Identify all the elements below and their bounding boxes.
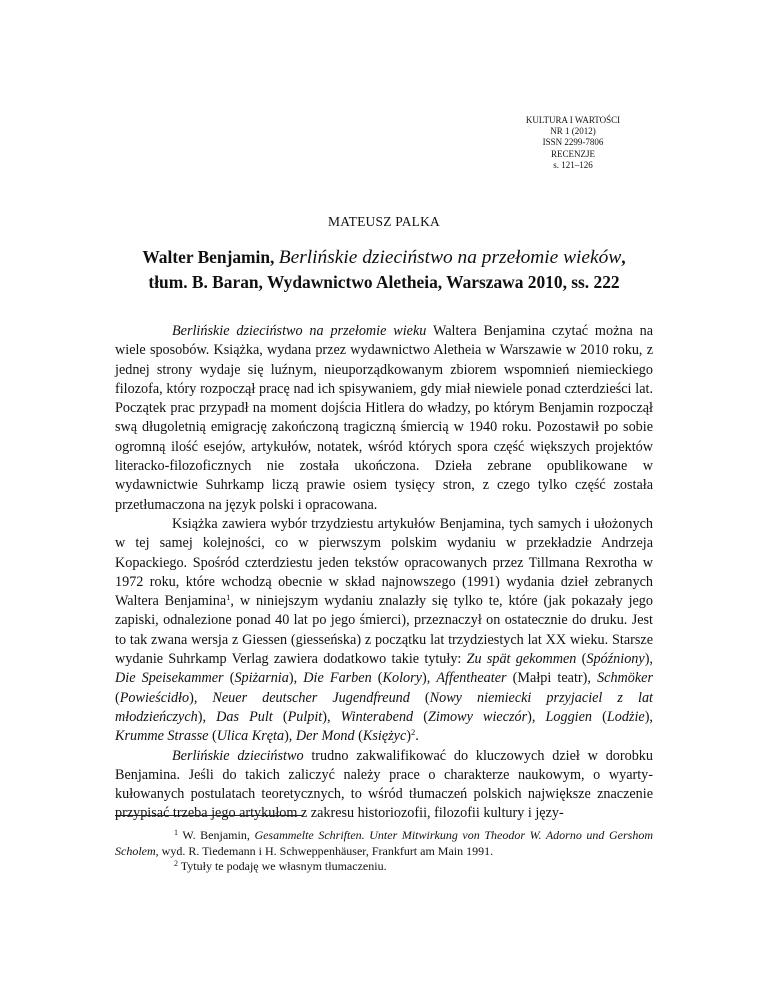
footnote-1-text: W. Benjamin,: [182, 828, 255, 842]
page-range: s. 121–126: [553, 159, 593, 170]
title-de: Das Pult: [216, 708, 273, 725]
title-de: Die Farben: [303, 670, 372, 687]
title-line-1: [100, 245, 668, 270]
paragraph-2-text: Książka zawiera wybór trzydziestu artykułów Benjamina, tych samych i ułożonych w tej samej kolejności, co w pierwszym polskim wydaniu w przekładzie Andrzeja Kopackiego. Spośród czterdziestu jeden tekstów opracowanych przez Tillmana Rexrotha w 1972 roku, które wchodzą obecnie w skład najnowszego (1991) wydania dzieł zebranych Waltera Benjamina: [115, 515, 653, 610]
footnotes: [115, 828, 653, 875]
title-pl: Ulica Kręta: [216, 728, 285, 745]
title-pl: Kolory: [382, 670, 422, 687]
paragraph-2: Książka zawiera wybór trzydziestu artykułów Benjamina, tych samych i ułożonych w tej samej kolejności, co w pierwszym polskim wydaniu w przekładzie Andrzeja Kopackiego. Spośród czterdziestu jeden tekstów opracowanych przez Tillmana Rexrotha w 1972 roku, które wchodzą obecnie w skład najnowszego (1991) wydania dzieł zebranych Waltera Benjamina$^1$, w niniejszym wydaniu znalazły się tylko te, które (jak pokazały jego zapiski, odnalezione ponad 40 lat po jego śmierci), przeznaczył on ostatecznie do druku. Jest to tak zwana wersja z Giessen (giesseńska) z początku lat trzydziestych lat XX wieku. Starsze wydanie Suhrkamp Verlag zawiera dodatkowo takie tytuły: Zu spät gekommen (Spóźniony), Die Speisekammer (Spiżarnia), Die Farben (Kolory), Affentheater (Małpi teatr), Schmöker (Powieścidło), Neuer deutscher Jugendfreund (Nowy niemiecki przyjaciel z lat młodzieńczych), Das Pult (Pulpit), Winterabend (Zimowy wieczór), Loggien (Lodżie), Krumme Strasse (Ulica Kręta), Der Mond (Księżyc)$^2$.: [115, 515, 654, 745]
title-pl: Pulpit: [287, 708, 323, 725]
paragraph-2-text-b: , w niniejszym wydaniu znalazły się tylko te, które (jak pokazały jego zapiski, odnalezione ponad 40 lat po jego śmierci), przeznaczył on ostatecznie do druku. Jest to tak zwana wersja z Giessen (giesseńska) z początku lat trzydziestych lat XX wieku. Starsze wydanie Suhrkamp Verlag zawiera dodatkowo takie tytuły:: [115, 593, 653, 668]
title-comma: ,: [621, 247, 626, 267]
title-de: Neuer deutscher Jugendfreund: [212, 689, 410, 706]
paragraph-1-text: Waltera Benjamina czytać można na wiele sposobów. Książka, wydana przez wydawnictwo Aletheia w Warszawie w 2010 roku, z jednej strony wydaje się luźnym, nieuporządkowanym zbiorem wspomnień niemieckiego filozofa, który rozpoczął pracę nad ich spisywaniem, gdy miał niewiele ponad czterdzieści lat. Początek prac przypadł na moment dojścia Hitlera do władzy, po którym Benjamin rozpoczął swą długoletnią emigrację zakończoną tragiczną śmiercią w 1940 roku. Pozostawił po sobie ogromną ilość esejów, artykułów, notatek, wśród których spora część większych projektów literacko-filozoficznych nie została ukończona. Dzieła zebrane opublikowane w wydawnictwie Suhrkamp liczą prawie osiem tysięcy stron, z czego tylko część została przetłumaczona na język polski i opracowana.: [115, 323, 653, 513]
title-pl: Nowy niemiecki przyjaciel z lat młodzieńczych: [115, 689, 653, 725]
footnote-number: 2: [174, 859, 178, 868]
footnote-1: [115, 828, 653, 859]
title-de: Affentheater: [436, 670, 507, 687]
title-de: Die Speisekammer: [115, 670, 224, 687]
review-title: [100, 245, 668, 294]
title-pl: Powieścidło: [119, 689, 190, 706]
footnote-1-text-b: , wyd. R. Tiedemann i H. Schweppenhäuser, Frankfurt am Main 1991.: [155, 843, 494, 858]
paragraph-1: [115, 322, 653, 515]
footnote-ref-2[interactable]: 2: [410, 727, 416, 738]
journal-section: RECENZJE: [551, 148, 595, 159]
title-de: Krumme Strasse: [115, 728, 209, 745]
title-line-2: tłum. B. Baran, Wydawnictwo Aletheia, Warszawa 2010, ss. 222: [148, 272, 620, 292]
title-de: Loggien: [545, 708, 593, 725]
footnote-number: 1: [174, 828, 178, 837]
footnote-divider: [115, 815, 303, 816]
title-de: Der Mond: [295, 728, 355, 745]
title-pl: Małpi teatr: [517, 670, 583, 687]
footnote-1-title: Gesammelte Schriften. Unter Mitwirkung von Theodor W. Adorno und Gershom Scholem: [115, 828, 653, 858]
title-de: Winterabend: [340, 708, 414, 725]
body-text: [115, 322, 653, 824]
title-de: Zu spät gekommen: [466, 651, 577, 668]
title-de: Schmöker: [597, 670, 654, 687]
title-pl: Spóźniony: [586, 651, 645, 668]
paragraph-3: [115, 747, 653, 824]
title-pl: Księżyc: [362, 728, 407, 745]
title-pl: Spiżarnia: [234, 670, 289, 687]
journal-issn: ISSN 2299-7806: [542, 137, 604, 148]
book-title-italic: Berlińskie dzieciństwo na przełomie wieku: [172, 323, 427, 339]
title-pl: Zimowy wieczór: [427, 708, 528, 725]
journal-name: KULTURA I WARTOŚCI: [525, 115, 621, 125]
journal-issue: NR 1 (2012): [550, 126, 596, 137]
author-name: MATEUSZ PALKA: [328, 214, 440, 229]
book-title-italic: Berlińskie dzieciństwo: [172, 747, 304, 764]
footnote-ref-1[interactable]: 1: [226, 592, 231, 603]
paragraph-3-text: trudno zakwalifikować do kluczowych dzieł w dorobku Benjamina. Jeśli do takich zaliczyć należy prace o charakterze naukowym, o wyartykułowanych postulatach teoretycznych, to wśród tłumaczeń polskich największe znaczenie przypisać trzeba jego artykułom z zakresu historiozofii, filozofii kultury i języ-: [115, 747, 653, 822]
title-book: Berlińskie dzieciństwo na przełomie wieków: [278, 247, 622, 268]
journal-header: [504, 115, 642, 171]
footnote-2-text: Tytuły te podaję we własnym tłumaczeniu.: [180, 859, 387, 873]
title-author: Walter Benjamin,: [142, 247, 279, 267]
footnote-2: [115, 859, 653, 875]
title-pl: Lodżie: [606, 708, 645, 725]
